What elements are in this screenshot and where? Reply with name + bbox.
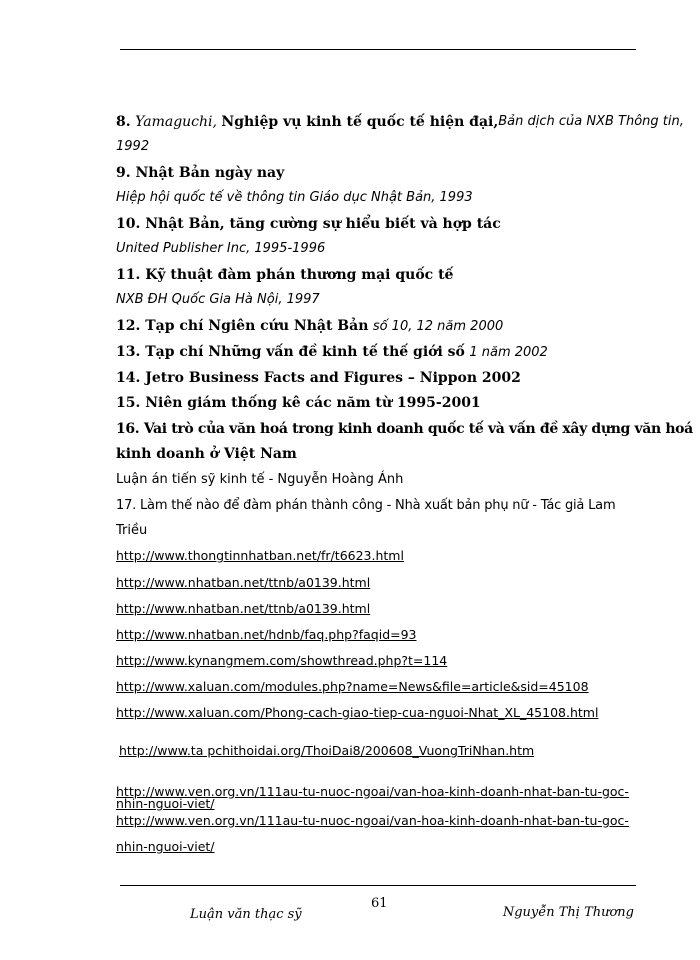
footer-right-text: Nguyễn Thị Thương [502,905,634,920]
ref-12-title: 12. Tạp chí Ngiên cứu Nhật Bản [116,318,369,334]
footer-rule [120,885,636,886]
link-row [116,600,636,618]
ref-10-publisher: United Publisher Inc, 1995-1996 [116,241,326,256]
link-row [116,678,636,696]
link-row [116,626,636,644]
ref-8-year: 1992 [116,139,150,154]
link-6[interactable]: http://www.xaluan.com/modules.php?name=News&file=article&sid=45108 [116,679,589,694]
ref-17-line1: 17. Làm thế nào để đàm phán thành công - Nhà xuất bản phụ nữ - Tác giả Lam [116,498,616,513]
footer-left-text: Luận văn thạc sỹ [190,907,302,922]
ref-15-title: 15. Niên giám thống kê các năm từ 1995-2001 [116,395,481,411]
link-row [116,652,636,670]
ref-12-detail: số 10, 12 năm 2000 [372,319,504,334]
link-9-line1[interactable]: http://www.ven.org.vn/111au-tu-nuoc-ngoai/van-hoa-kinh-doanh-nhat-ban-tu-goc- [116,784,629,799]
link-10-line1[interactable]: http://www.ven.org.vn/111au-tu-nuoc-ngoai/van-hoa-kinh-doanh-nhat-ban-tu-goc- [116,813,629,828]
link-9-line2[interactable]: nhin-nguoi-viet/ [116,796,215,811]
link-row [119,742,636,760]
ref-8-title: Nghiệp vụ kinh tế quốc tế hiện đại, [221,114,499,130]
ref-8-line1 [116,113,684,131]
link-5[interactable]: http://www.kynangmem.com/showthread.php?t=114 [116,653,448,668]
ref-14-title: 14. Jetro Business Facts and Figures – Nippon 2002 [116,370,521,386]
link-7[interactable]: http://www.xaluan.com/Phong-cach-giao-tiep-cua-nguoi-Nhat_XL_45108.html [116,705,599,720]
link-2[interactable]: http://www.nhatban.net/ttnb/a0139.html [116,575,371,590]
link-row [116,812,636,830]
ref-13-detail: 1 năm 2002 [469,345,548,360]
link-row [116,574,636,592]
ref-11-publisher: NXB ĐH Quốc Gia Hà Nội, 1997 [116,292,320,307]
ref-8-author: Yamaguchi, [135,114,217,130]
ref-10-title: 10. Nhật Bản, tăng cường sự hiểu biết và hợp tác [116,216,501,232]
link-row [116,704,636,722]
ref-16-publisher: Luận án tiến sỹ kinh tế - Nguyễn Hoàng Ánh [116,472,404,487]
page-number: 61 [371,896,388,911]
link-row [116,838,636,856]
ref-9-title: 9. Nhật Bản ngày nay [116,165,285,181]
link-1[interactable]: http://www.thongtinnhatban.net/fr/t6623.html [116,548,404,563]
ref-12 [116,317,636,336]
link-10-line2[interactable]: nhin-nguoi-viet/ [116,839,215,854]
ref-11-title: 11. Kỹ thuật đàm phán thương mại quốc tế [116,267,454,283]
ref-17-line2: Triều [116,523,148,538]
ref-8-number: 8. [116,114,131,130]
ref-9-publisher: Hiệp hội quốc tế về thông tin Giáo dục Nhật Bản, 1993 [116,190,473,205]
ref-13 [116,343,636,362]
header-rule [120,49,636,50]
link-8[interactable]: http://www.ta pchithoidai.org/ThoiDai8/200608_VuongTriNhan.htm [119,743,535,758]
ref-16-title-line2: kinh doanh ở Việt Nam [116,446,297,462]
ref-8-publisher: Bản dịch của NXB Thông tin, [498,114,684,129]
link-row [116,798,636,810]
link-3[interactable]: http://www.nhatban.net/ttnb/a0139.html [116,601,371,616]
link-4[interactable]: http://www.nhatban.net/hdnb/faq.php?faqid=93 [116,627,417,642]
ref-16-title-line1: 16. Vai trò của văn hoá trong kinh doanh quốc tế và vấn đề xây dựng văn hoá [116,421,693,437]
ref-13-title: 13. Tạp chí Những vấn đề kinh tế thế giới số [116,344,465,360]
link-row [116,547,636,565]
